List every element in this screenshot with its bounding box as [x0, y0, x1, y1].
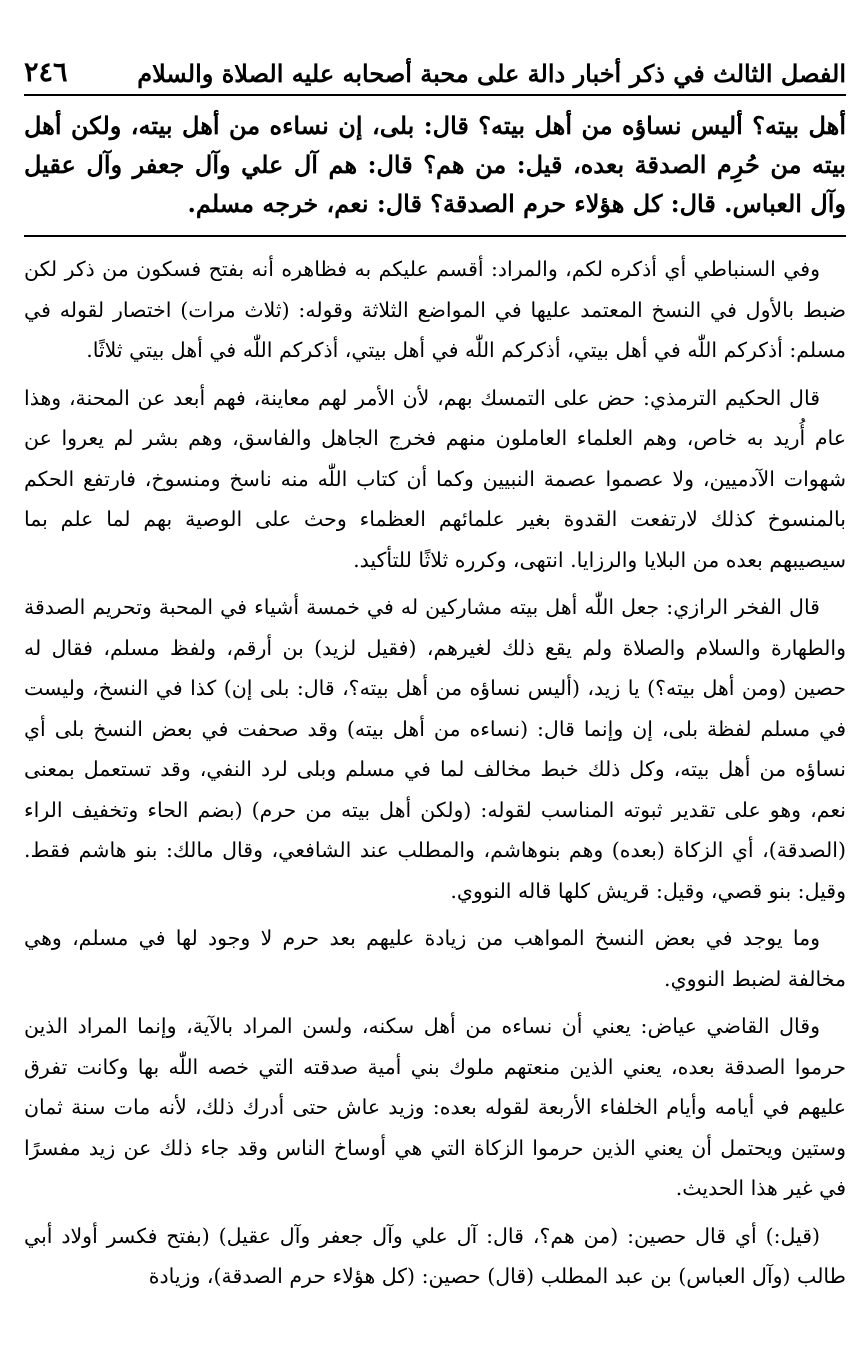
commentary-paragraph: قال الفخر الرازي: جعل اللّٰه أهل بيته مشاركين له في خمسة أشياء في المحبة وتحريم الصدقة والطهارة والسلام والصلاة ولم يقع ذلك لغيرهم، (فقيل لزيد) بن أرقم، ولفظ مسلم، فقال له حصين (ومن أهل بيته؟) يا زيد، (أليس نساؤه من أهل بيته؟، قال: بلى إن) كذا في النسخ، وليست في مسلم لفظة بلى، إن وإنما قال: (نساءه من أهل بيته) وقد صحفت في بعض النسخ بلى أي نساؤه من أهل بيته، وكل ذلك خبط مخالف لما في مسلم وبلى لرد النفي، وقد تستعمل بمعنى نعم، وهو على تقدير ثبوته المناسب لقوله: (ولكن أهل بيته من حرم) (بضم الحاء وتخفيف الراء (الصدقة)، أي الزكاة (بعده) وهم بنوهاشم، والمطلب عند الشافعي، وقال مالك: بنو هاشم فقط. وقيل: بنو قصي، وقيل: قريش كلها قاله النووي. — [24, 595, 846, 903]
hadith-text — [24, 106, 846, 223]
page-header — [24, 52, 846, 88]
commentary-paragraph: (قيل:) أي قال حصين: (من هم؟، قال: آل علي وآل جعفر وآل عقيل) (بفتح فكسر أولاد أبي طالب (وآل العباس) بن عبد المطلب (قال) حصين: (كل هؤلاء حرم الصدقة)، وزيادة — [24, 1223, 846, 1288]
header-rule — [24, 94, 846, 96]
commentary-paragraph: قال الحكيم الترمذي: حض على التمسك بهم، لأن الأمر لهم معاينة، فهم أبعد عن المحنة، وهذا عام أُريد به خاص، وهم العلماء العاملون منهم فخرج الجاهل والفاسق، وهم بشر لم يعروا عن شهوات الآدميين، ولا عصموا عصمة النبيين وكما أن كتاب اللّٰه منه ناسخ ومنسوخ، فارتفع الحكم بالمنسوخ كذلك لارتفعت القدوة بغير علمائهم العظماء وحث على الوصية بهم لما علم بما سيصيبهم بعده من البلايا والرزايا. انتهى، وكرره ثلاثًا للتأكيد. — [24, 385, 846, 572]
hadith-paragraph: أهل بيته؟ أليس نساؤه من أهل بيته؟ قال: بلى، إن نساءه من أهل بيته، ولكن أهل بيته من حُرِم الصدقة بعده، قيل: من هم؟ قال: هم آل علي وآل جعفر وآل عقيل وآل العباس. قال: كل هؤلاء حرم الصدقة؟ قال: نعم، خرجه مسلم. — [24, 111, 846, 218]
commentary-paragraph: وفي السنباطي أي أذكره لكم، والمراد: أقسم عليكم به فظاهره أنه بفتح فسكون من ذكر لكن ضبط بالأول في النسخ المعتمد عليها في المواضع الثلاثة وقوله: (ثلاث مرات) اختصار لقوله في مسلم: أذكركم اللّٰه في أهل بيتي، أذكركم اللّٰه في أهل بيتي، أذكركم اللّٰه في أهل بيتي ثلاثًا. — [24, 257, 846, 362]
commentary — [24, 249, 846, 1297]
commentary-paragraph: وما يوجد في بعض النسخ المواهب من زيادة عليهم بعد حرم لا وجود لها في مسلم، وهي مخالفة لضبط النووي. — [24, 926, 846, 991]
footnote-separator — [24, 235, 846, 237]
page-number: ٢٤٦ — [24, 57, 68, 88]
running-title: الفصل الثالث في ذكر أخبار دالة على محبة أصحابه عليه الصلاة والسلام — [137, 59, 846, 88]
commentary-paragraph: وقال القاضي عياض: يعني أن نساءه من أهل سكنه، ولسن المراد بالآية، وإنما المراد الذين حرموا الصدقة بعده، يعني الذين منعتهم ملوك بني أمية صدقته التي خصه اللّٰه بها وكانت تفرق عليهم في أيامه وأيام الخلفاء الأربعة لقوله بعده: وزيد عاش حتى أدرك ذلك، لأنه مات سنة ثمان وستين ويحتمل أن يعني الذين حرموا الزكاة التي هي أوساخ الناس وقد جاء ذلك عن زيد مفسرًا في غير هذا الحديث. — [24, 1014, 846, 1200]
